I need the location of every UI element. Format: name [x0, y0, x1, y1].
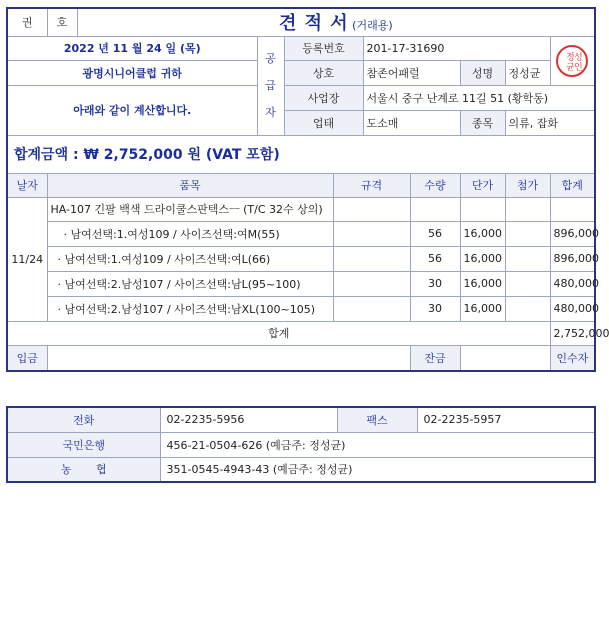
row-extra: [505, 246, 550, 271]
row-spec: [333, 221, 410, 246]
recipient: 광명시니어클럽 귀하: [7, 60, 257, 85]
phone-value: 02-2235-5956: [160, 407, 337, 432]
fax-value: 02-2235-5957: [417, 407, 595, 432]
deposit-value: [47, 345, 410, 371]
biz-item-label: 종목: [460, 110, 505, 135]
product-title-sum: [550, 197, 595, 221]
address-value: 서울시 중구 난계로 11길 51 (황학동): [363, 85, 595, 110]
row-extra: [505, 296, 550, 321]
product-title-qty: [410, 197, 460, 221]
col-sum: 합계: [550, 173, 595, 197]
svg-text:균: 균: [566, 62, 575, 73]
col-spec: 규격: [333, 173, 410, 197]
row-extra: [505, 221, 550, 246]
company-label: 상호: [284, 60, 363, 85]
row-price: 16,000: [460, 296, 505, 321]
page-subtitle: (거래용): [352, 19, 393, 33]
row-spec: [333, 296, 410, 321]
product-title-extra: [505, 197, 550, 221]
product-title: HA-107 긴팔 백색 드라이쿨스판텍스ㅡ (T/C 32수 상의): [47, 197, 333, 221]
col-date: 날자: [7, 173, 47, 197]
table-row: [7, 221, 595, 246]
balance-value: [460, 345, 550, 371]
product-title-spec: [333, 197, 410, 221]
seal-cell: [550, 36, 595, 85]
issue-date: 2022 년 11 월 24 일 (목): [7, 36, 257, 60]
table-row: [7, 296, 595, 321]
row-price: 16,000: [460, 246, 505, 271]
row-sum: 480,000: [550, 296, 595, 321]
row-spec: [333, 271, 410, 296]
bank1-label: 국민은행: [7, 432, 160, 457]
balance-label: 잔금: [410, 345, 460, 371]
name-value: 정성균: [505, 60, 550, 85]
totals-value: 2,752,000: [550, 321, 595, 345]
row-sum: 896,000: [550, 221, 595, 246]
document-title: [77, 8, 595, 36]
row-item: · 남여선택:2.남성107 / 사이즈선택:남L(95~100): [47, 271, 333, 296]
table-row: [7, 271, 595, 296]
supplier-label-1: 공: [265, 52, 276, 65]
receiver-label: 인수자: [550, 345, 595, 371]
reg-no-label: 등록번호: [284, 36, 363, 60]
biz-type-value: 도소매: [363, 110, 460, 135]
number-suffix-label: 호: [47, 8, 77, 36]
page-title: 견 적 서: [278, 13, 349, 35]
biz-item-value: 의류, 잡화: [505, 110, 595, 135]
row-spec: [333, 246, 410, 271]
totals-label: 합계: [7, 321, 550, 345]
svg-text:인: 인: [574, 62, 583, 73]
row-qty: 56: [410, 246, 460, 271]
totals-row: [7, 321, 595, 345]
row-sum: 896,000: [550, 246, 595, 271]
row-date: 11/24: [7, 197, 47, 321]
bank1-value: 456-21-0504-626 (예금주: 정성균): [160, 432, 595, 457]
row-qty: 56: [410, 221, 460, 246]
row-qty: 30: [410, 271, 460, 296]
row-price: 16,000: [460, 221, 505, 246]
fax-label: 팩스: [337, 407, 417, 432]
message: 아래와 같이 계산합니다.: [7, 85, 257, 135]
row-item: · 남여선택:1.여성109 / 사이즈선택:여M(55): [47, 221, 333, 246]
reg-no-value: 201-17-31690: [363, 36, 550, 60]
col-qty: 수량: [410, 173, 460, 197]
row-price: 16,000: [460, 271, 505, 296]
estimate-table: [6, 7, 609, 372]
row-extra: [505, 271, 550, 296]
svg-text:정: 정: [566, 52, 575, 63]
product-title-price: [460, 197, 505, 221]
seal-stamp: [555, 44, 589, 78]
supplier-vertical-label: [257, 36, 284, 135]
contact-table: [6, 406, 596, 483]
number-label: 권: [7, 8, 47, 36]
svg-text:성: 성: [574, 52, 583, 63]
supplier-label-3: 자: [265, 106, 276, 119]
col-item: 품목: [47, 173, 333, 197]
header-row: [7, 8, 595, 36]
table-row: [7, 246, 595, 271]
row-item: · 남여선택:1.여성109 / 사이즈선택:여L(66): [47, 246, 333, 271]
col-extra: 첨가: [505, 173, 550, 197]
product-title-row: [7, 197, 595, 221]
row-sum: 480,000: [550, 271, 595, 296]
company-value: 참존어패럴: [363, 60, 460, 85]
seal-icon: [555, 44, 589, 78]
deposit-label: 입금: [7, 345, 47, 371]
payment-row: [7, 345, 595, 371]
col-price: 단가: [460, 173, 505, 197]
grand-total-line: 합계금액 : ₩ 2,752,000 원 (VAT 포함): [7, 135, 595, 173]
address-label: 사업장: [284, 85, 363, 110]
biz-type-label: 업태: [284, 110, 363, 135]
phone-label: 전화: [7, 407, 160, 432]
bank2-label: 농 협: [7, 457, 160, 482]
column-header-row: [7, 173, 595, 197]
row-qty: 30: [410, 296, 460, 321]
bank2-value: 351-0545-4943-43 (예금주: 정성균): [160, 457, 595, 482]
row-item: · 남여선택:2.남성107 / 사이즈선택:남XL(100~105): [47, 296, 333, 321]
supplier-label-2: 급: [265, 79, 276, 92]
name-label: 성명: [460, 60, 505, 85]
